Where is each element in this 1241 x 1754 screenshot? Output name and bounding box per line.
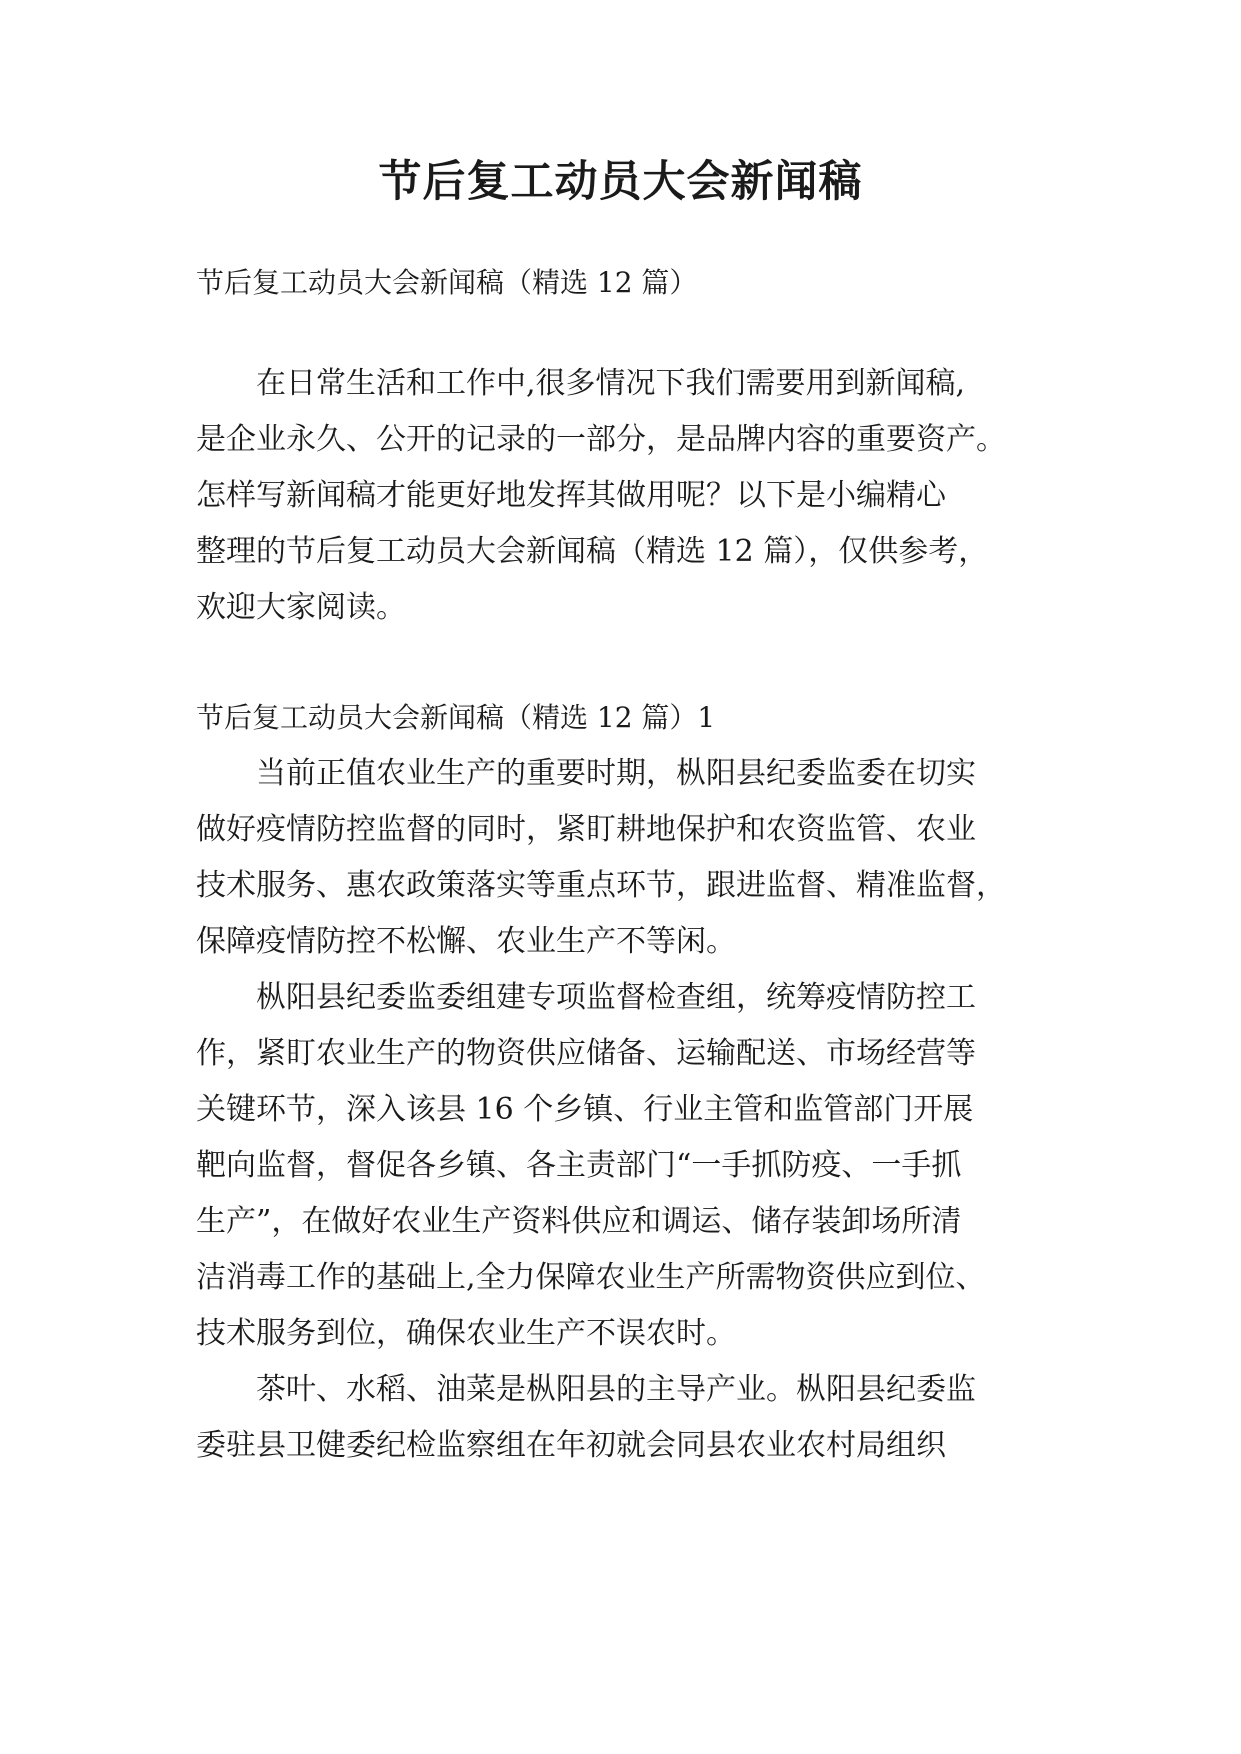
paragraph-line: 保障疫情防控不松懈、农业生产不等闲。 — [196, 924, 736, 959]
paragraph-line: 枞阳县纪委监委组建专项监督检查组，统筹疫情防控工 — [256, 980, 976, 1015]
document-title: 节后复工动员大会新闻稿 — [378, 157, 863, 207]
section-heading: 节后复工动员大会新闻稿（精选 12 篇）1 — [196, 701, 716, 734]
intro-line: 欢迎大家阅读。 — [196, 590, 406, 625]
paragraph-line: 洁消毒工作的基础上,全力保障农业生产所需物资供应到位、 — [196, 1260, 986, 1295]
intro-line: 怎样写新闻稿才能更好地发挥其做用呢？以下是小编精心 — [196, 478, 946, 513]
intro-line: 在日常生活和工作中,很多情况下我们需要用到新闻稿, — [256, 366, 966, 401]
paragraph-line: 关键环节，深入该县 16 个乡镇、行业主管和监管部门开展 — [196, 1092, 974, 1127]
paragraph-line: 委驻县卫健委纪检监察组在年初就会同县农业农村局组织 — [196, 1428, 946, 1463]
subtitle: 节后复工动员大会新闻稿（精选 12 篇） — [196, 266, 698, 299]
paragraph-line: 作，紧盯农业生产的物资供应储备、运输配送、市场经营等 — [196, 1036, 976, 1071]
intro-line: 整理的节后复工动员大会新闻稿（精选 12 篇），仅供参考， — [196, 534, 989, 569]
paragraph-line: 茶叶、水稻、油菜是枞阳县的主导产业。枞阳县纪委监 — [256, 1372, 976, 1407]
paragraph-line: 做好疫情防控监督的同时，紧盯耕地保护和农资监管、农业 — [196, 812, 976, 847]
paragraph-line: 当前正值农业生产的重要时期，枞阳县纪委监委在切实 — [256, 756, 976, 791]
paragraph-line: 技术服务、惠农政策落实等重点环节，跟进监督、精准监督， — [196, 868, 1006, 903]
intro-line: 是企业永久、公开的记录的一部分，是品牌内容的重要资产。 — [196, 422, 1006, 457]
paragraph-line: 技术服务到位，确保农业生产不误农时。 — [196, 1316, 736, 1351]
paragraph-line: 靶向监督，督促各乡镇、各主责部门“一手抓防疫、一手抓 — [196, 1148, 962, 1183]
paragraph-line: 生产”，在做好农业生产资料供应和调运、储存装卸场所清 — [196, 1204, 962, 1239]
